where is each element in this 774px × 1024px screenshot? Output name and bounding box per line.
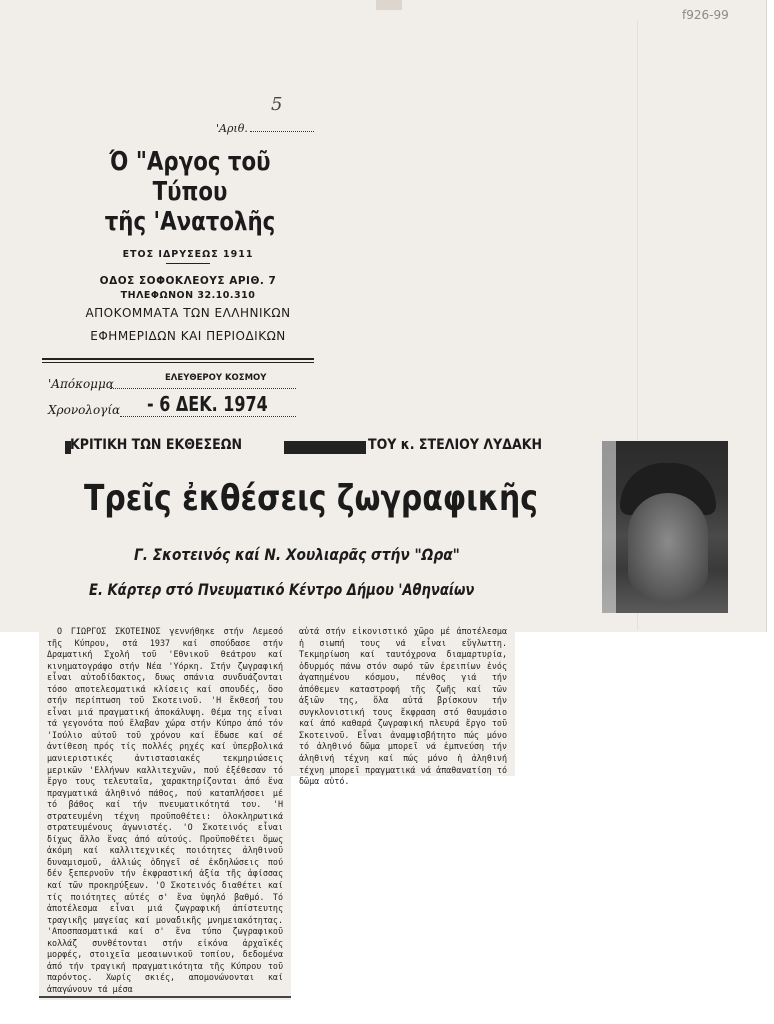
column-2-text: αὐτά στήν εἰκονιστικό χῶρο μέ ἀποτέλεσμα ἡ σιωπή τους νά εἶναι εὔγλωττη. Τεκμηρίωση καί ταυτόχρονα διαμαρτυρία, ὀδυρμός πάνω στόν σωρό τῶν ἐρειπίων ἑνός ἀγαπημένου κόσμου, πένθος γιά τήν ἀπόθεμεν καταστροφή τῆς ζωῆς καί τῶν ἀξιῶν της, ὅλα αὐτά βρίσκουν τήν συγκλονιστική τους ἔκφραση στό θαυμάσιο καί ἀπό καθαρά ζωγραφική πλευρά ἔργο τοῦ Σκοτεινοῦ. Εἶναι ἀναμφισβήτητο πώς μόνο τό ἀληθινό δῶμα μπορεῖ νά ἐμπνεύση τήν ἀληθινή τέχνη καί πώς μόνο ἡ ἀληθινή τέχνη μπορεῖ πραγματικά νά ἀπαθανατίση τό δῶμα αὐτό. bbox=[299, 626, 507, 787]
kicker-right: ΤΟΥ κ. ΣΤΕΛΙΟΥ ΛΥΔΑΚΗ bbox=[368, 437, 543, 453]
number-field bbox=[216, 122, 314, 135]
article-headline: Τρεῖς ἐκθέσεις ζωγραφικῆς bbox=[84, 478, 538, 519]
agency-masthead bbox=[71, 148, 309, 238]
article-column-2 bbox=[291, 620, 515, 787]
article-subhead-1: Γ. Σκοτεινός καί Ν. Χουλιαρᾶς στήν "Ωρα" bbox=[134, 545, 460, 564]
header-rule-bottom bbox=[42, 362, 314, 363]
author-photo bbox=[602, 441, 728, 613]
photo-face bbox=[628, 493, 708, 601]
date-stamp: - 6 ΔΕΚ. 1974 bbox=[147, 392, 268, 416]
fold-mark bbox=[376, 0, 402, 10]
agency-name-line1: Ό "Αργος τοῦ Τύπου bbox=[109, 147, 271, 207]
photo-tear bbox=[602, 441, 616, 613]
column-1-text: Ο ΓΙΩΡΓΟΣ ΣΚΟΤΕΙΝΟΣ γεννήθηκε στήν Λεμεσό τῆς Κύπρου, στά 1937 καί σπούδασε στήν Δραματική Σχολή τοῦ 'Εθνικοῦ θεάτρου καί κινηματογράφο στήν Νέα 'Υόρκη. Στήν ζωγραφική εἶναι αὐτοδίδακτος, δυως σπάνια συνδυάζονται τόσο αποτελεσματικά κλίσεις καί σπουδές, ὅσο στήν περίπτωση τοῦ Σκοτεινοῦ. 'Η ἔκθεσή του εἶναι μιά πραγματική ἀποκάλυψη. Θέμα της εἶναι τά γεγονότα πού ἔλαβαν χώρα στήν Κύπρο ἀπό τόν 'Ιούλιο αὐτοῦ τοῦ χρόνου καί ἔδωσε καί σέ ἀντίθεση πρός τίς πολλές ρηχές καί ὑπερβολικά μανιεριστικές ἀντιστασιακές τεκμηριώσεις μερικῶν 'Ελλήνων καλλιτεχνῶν, πού ἐξέθεσαν τό ἔργο τους τελευταῖα, χαρακτηρίζονται ἀπό ἕνα πραγματικά ἀληθινό πάθος, πού καταπλήσσει μέ τό βάθος καί τήν πνευματικότητά του. 'Η στρατευμένη τέχνη προϋποθέτει: ὁλοκληρωτικά στρατευμένους ἀγωνιστές. 'Ο Σκοτεινός εἶναι δίχως ἄλλο ἕνας ἀπό αὐτούς. Προϋποθέτει ὅμως ἀκόμη καί καλλιτεχνικές ποιότητες ἀληθινοῦ δυναμισμοῦ, ἀλλιώς ὁδηγεῖ σέ ἐκδηλώσεις πού δέν ξεπερνοῦν τήν ἐκφραστική ἀξία τῆς ἀφίσσας καί τῶν προκηρύξεων. 'Ο Σκοτεινός διαθέτει καί τίς ποιότητες αὐτές σ' ἕνα ὑψηλό βαθμό. Τό ἀποτέλεσμα εἶναι μιά ζωγραφική ἀπίστευτης τραγικῆς μαγείας καί μοναδικῆς μνημειακότητας. 'Αποσπασματικά καί σ' ἕνα τύπο ζωγραφικοῦ κολλάζ συνθέτονται στήν εἰκόνα ἀρχαϊκές μορφές, στοιχεῖα μεσαιωνικοῦ τοπίου, δεδομένα ἀπό τήν τραγική πραγματικότητα τῆς Κύπρου τοῦ παρόντος. Χωρίς σκιές, απομονώνονται καί ἀπαγώνουν τά μέσα bbox=[47, 626, 283, 994]
archive-reference: f926-99 bbox=[682, 8, 729, 22]
service-line1: ΑΠΟΚΟΜΜΑΤΑ ΤΩΝ ΕΛΛΗΝΙΚΩΝ bbox=[85, 306, 291, 320]
handwritten-number: 5 bbox=[271, 94, 283, 115]
address-line: ΟΔΟΣ ΣΟΦΟΚΛΕΟΥΣ ΑΡΙΘ. 7 bbox=[99, 275, 277, 287]
column-1-bottom-rule bbox=[39, 996, 291, 998]
header-rule-top bbox=[42, 358, 314, 360]
newspaper-source-stamp: ΕΛΕΥΘΕΡΟΥ ΚΟΣΜΟΥ bbox=[165, 373, 267, 383]
agency-name-line2: τῆς 'Ανατολῆς bbox=[104, 206, 276, 237]
article-subhead-2: Ε. Κάρτερ στό Πνευματικό Κέντρο Δήμου 'Αθηναίων bbox=[89, 580, 475, 599]
phone-line: ΤΗΛΕΦΩΝΟΝ 32.10.310 bbox=[120, 290, 256, 301]
kicker-left: ΚΡΙΤΙΚΗ ΤΩΝ ΕΚΘΕΣΕΩΝ bbox=[70, 437, 242, 453]
date-label: Χρονολογία bbox=[48, 403, 121, 417]
article-column-1 bbox=[39, 620, 291, 1000]
apokomma-dotted-line bbox=[110, 388, 296, 389]
founded-line: ΕΤΟΣ ΙΔΡΥΣΕΩΣ 1911 bbox=[122, 249, 254, 260]
number-dotted-line bbox=[250, 131, 314, 132]
service-line2: ΕΦΗΜΕΡΙΔΩΝ ΚΑΙ ΠΕΡΙΟΔΙΚΩΝ bbox=[90, 329, 286, 343]
masthead-divider bbox=[166, 263, 210, 264]
number-label: 'Αριθ. bbox=[216, 122, 248, 135]
kicker-bar-middle bbox=[284, 441, 366, 454]
apokomma-label: 'Απόκομμα bbox=[48, 377, 114, 391]
date-dotted-line bbox=[120, 416, 296, 417]
